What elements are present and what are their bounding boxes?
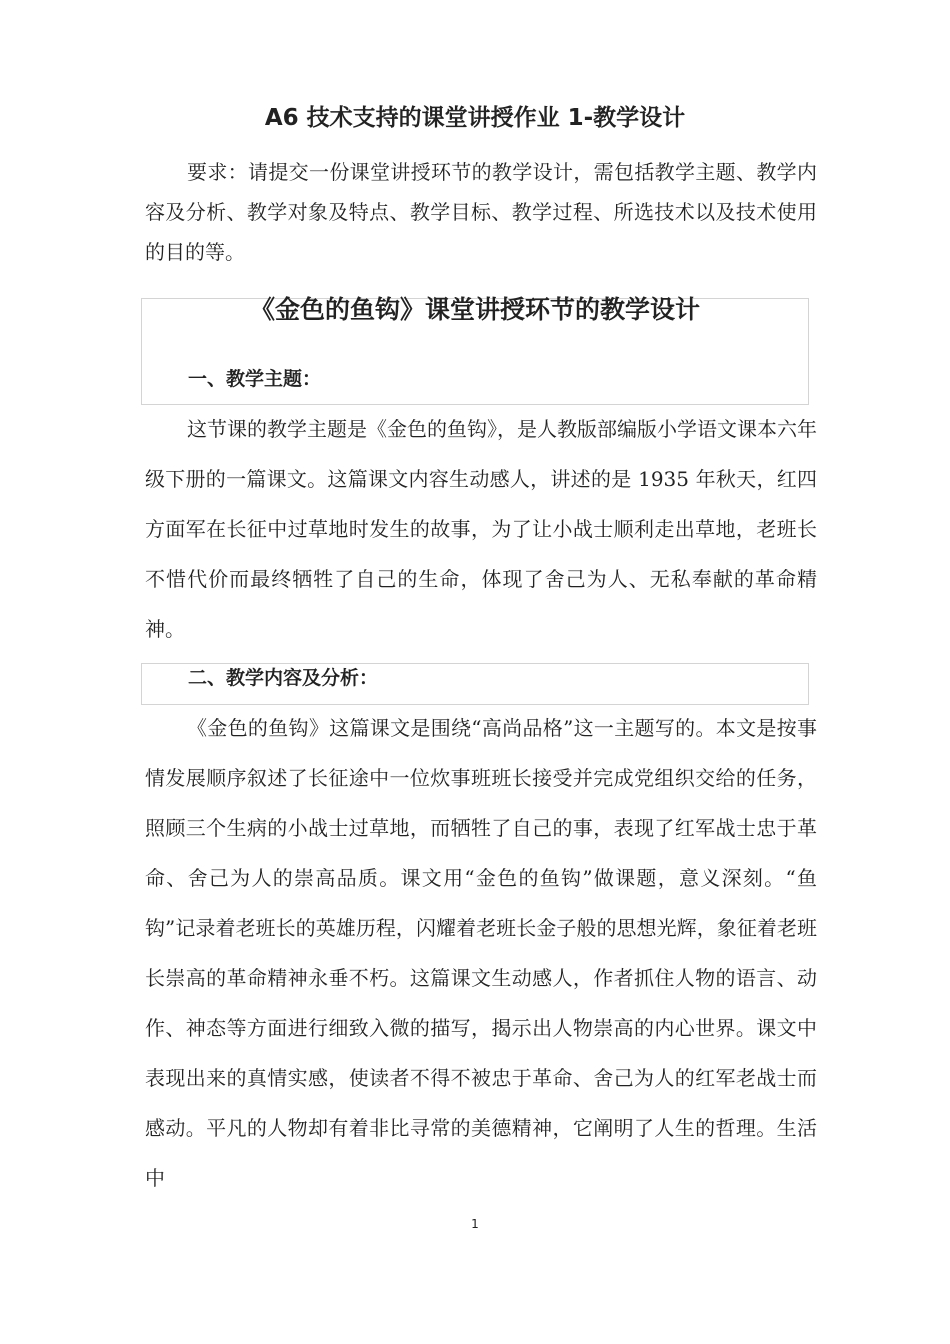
document-title: A6 技术支持的课堂讲授作业 1-教学设计 — [264, 105, 686, 131]
requirement-text: 要求：请提交一份课堂讲授环节的教学设计，需包括教学主题、教学内容及分析、教学对象及特点、教学目标、教学过程、所选技术以及技术使用的目的等。 — [145, 160, 817, 264]
page-number: 1 — [471, 1217, 479, 1231]
section-body-teaching-theme: 这节课的教学主题是《金色的鱼钩》，是人教版部编版小学语文课本六年级下册的一篇课文。这篇课文内容生动感人，讲述的是 1935 年秋天，红四方面军在长征中过草地时发生的故事，为了让小战士顺利走出草地，老班长不惜代价而最终牺牲了自己的生命，体现了舍己为人、无私奉献的革命精神。 — [145, 417, 817, 641]
section-body-content-analysis: 《金色的鱼钩》这篇课文是围绕“高尚品格”这一主题写的。本文是按事情发展顺序叙述了长征途中一位炊事班班长接受并完成党组织交给的任务，照顾三个生病的小战士过草地，而牺牲了自己的事，表现了红军战士忠于革命、舍己为人的崇高品质。课文用“金色的鱼钩”做课题，意义深刻。“鱼钩”记录着老班长的英雄历程，闪耀着老班长金子般的思想光辉，象征着老班长崇高的革命精神永垂不朽。这篇课文生动感人，作者抓住人物的语言、动作、神态等方面进行细致入微的描写，揭示出人物崇高的内心世界。课文中表现出来的真情实感，使读者不得不被忠于革命、舍己为人的红军老战士而感动。平凡的人物却有着非比寻常的美德精神，它阐明了人生的哲理。生活中 — [145, 716, 817, 1190]
section-heading-teaching-theme: 一、教学主题： — [188, 368, 322, 390]
design-title: 《金色的鱼钩》课堂讲授环节的教学设计 — [249, 295, 700, 324]
section-heading-content-analysis: 二、教学内容及分析： — [188, 667, 379, 689]
